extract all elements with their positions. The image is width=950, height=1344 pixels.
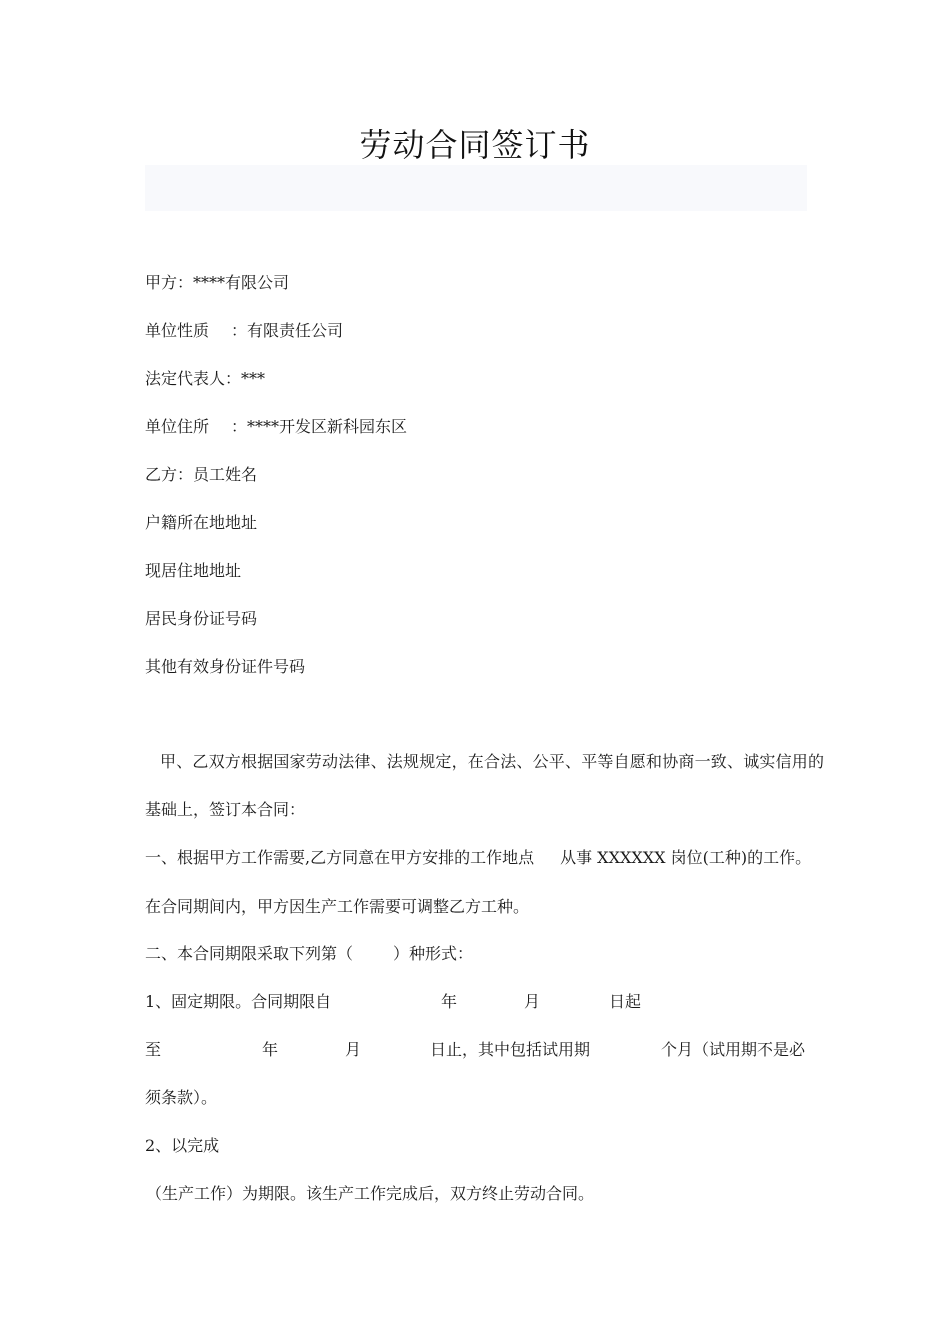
hukou-address: 户籍所在地地址 xyxy=(145,513,258,532)
clause-1-part-b: 从事 XXXXXX 岗位(工种)的工作。 xyxy=(560,848,812,867)
end-to-label: 至 xyxy=(145,1040,162,1059)
clause-2-part-b: ）种形式： xyxy=(393,944,474,963)
fixed-term-label: 1、固定期限。合同期限自 xyxy=(145,992,332,1011)
residence-address: 现居住地地址 xyxy=(145,561,242,580)
clause-1-row xyxy=(145,848,811,868)
intro-line-2: 基础上，签订本合同： xyxy=(145,800,306,819)
unit-nature-label: 单位性质 xyxy=(145,321,210,340)
optional-clause-end: 须条款）。 xyxy=(145,1088,218,1107)
item-2-detail: （生产工作）为期限。该生产工作完成后，双方终止劳动合同。 xyxy=(146,1184,595,1203)
item-2-label: 2、以完成 xyxy=(145,1136,220,1155)
party-a-name: 甲方：****有限公司 xyxy=(145,273,290,292)
unit-nature-row xyxy=(145,321,343,341)
party-b-name: 乙方：员工姓名 xyxy=(145,465,258,484)
clause-2-row xyxy=(145,944,473,964)
end-year-label: 年 xyxy=(262,1040,279,1059)
clause-1-part-a: 一、根据甲方工作需要,乙方同意在甲方安排的工作地点 xyxy=(145,848,535,867)
id-number: 居民身份证号码 xyxy=(145,609,258,628)
unit-address-value: ：****开发区新科园东区 xyxy=(231,417,408,436)
unit-address-label: 单位住所 xyxy=(145,417,210,436)
start-month-label: 月 xyxy=(524,992,541,1011)
end-month-label: 月 xyxy=(345,1040,362,1059)
start-day-label: 日起 xyxy=(609,992,642,1011)
legal-representative: 法定代表人：*** xyxy=(145,369,266,388)
title-shade-band xyxy=(145,165,807,211)
document-title: 劳动合同签订书 xyxy=(359,126,591,164)
other-id-number: 其他有效身份证件号码 xyxy=(145,657,306,676)
start-year-label: 年 xyxy=(441,992,458,1011)
clause-2-part-a: 二、本合同期限采取下列第（ xyxy=(145,944,354,963)
end-day-trial-label: 日止，其中包括试用期 xyxy=(430,1040,591,1059)
clause-1-continued: 在合同期间内，甲方因生产工作需要可调整乙方工种。 xyxy=(145,897,530,916)
unit-address-row xyxy=(145,417,407,437)
intro-line-1: 甲、乙双方根据国家劳动法律、法规规定，在合法、公平、平等自愿和协商一致、诚实信用的 xyxy=(160,752,825,771)
trial-months-label: 个月（试用期不是必 xyxy=(661,1040,806,1059)
unit-nature-value: ：有限责任公司 xyxy=(231,321,344,340)
